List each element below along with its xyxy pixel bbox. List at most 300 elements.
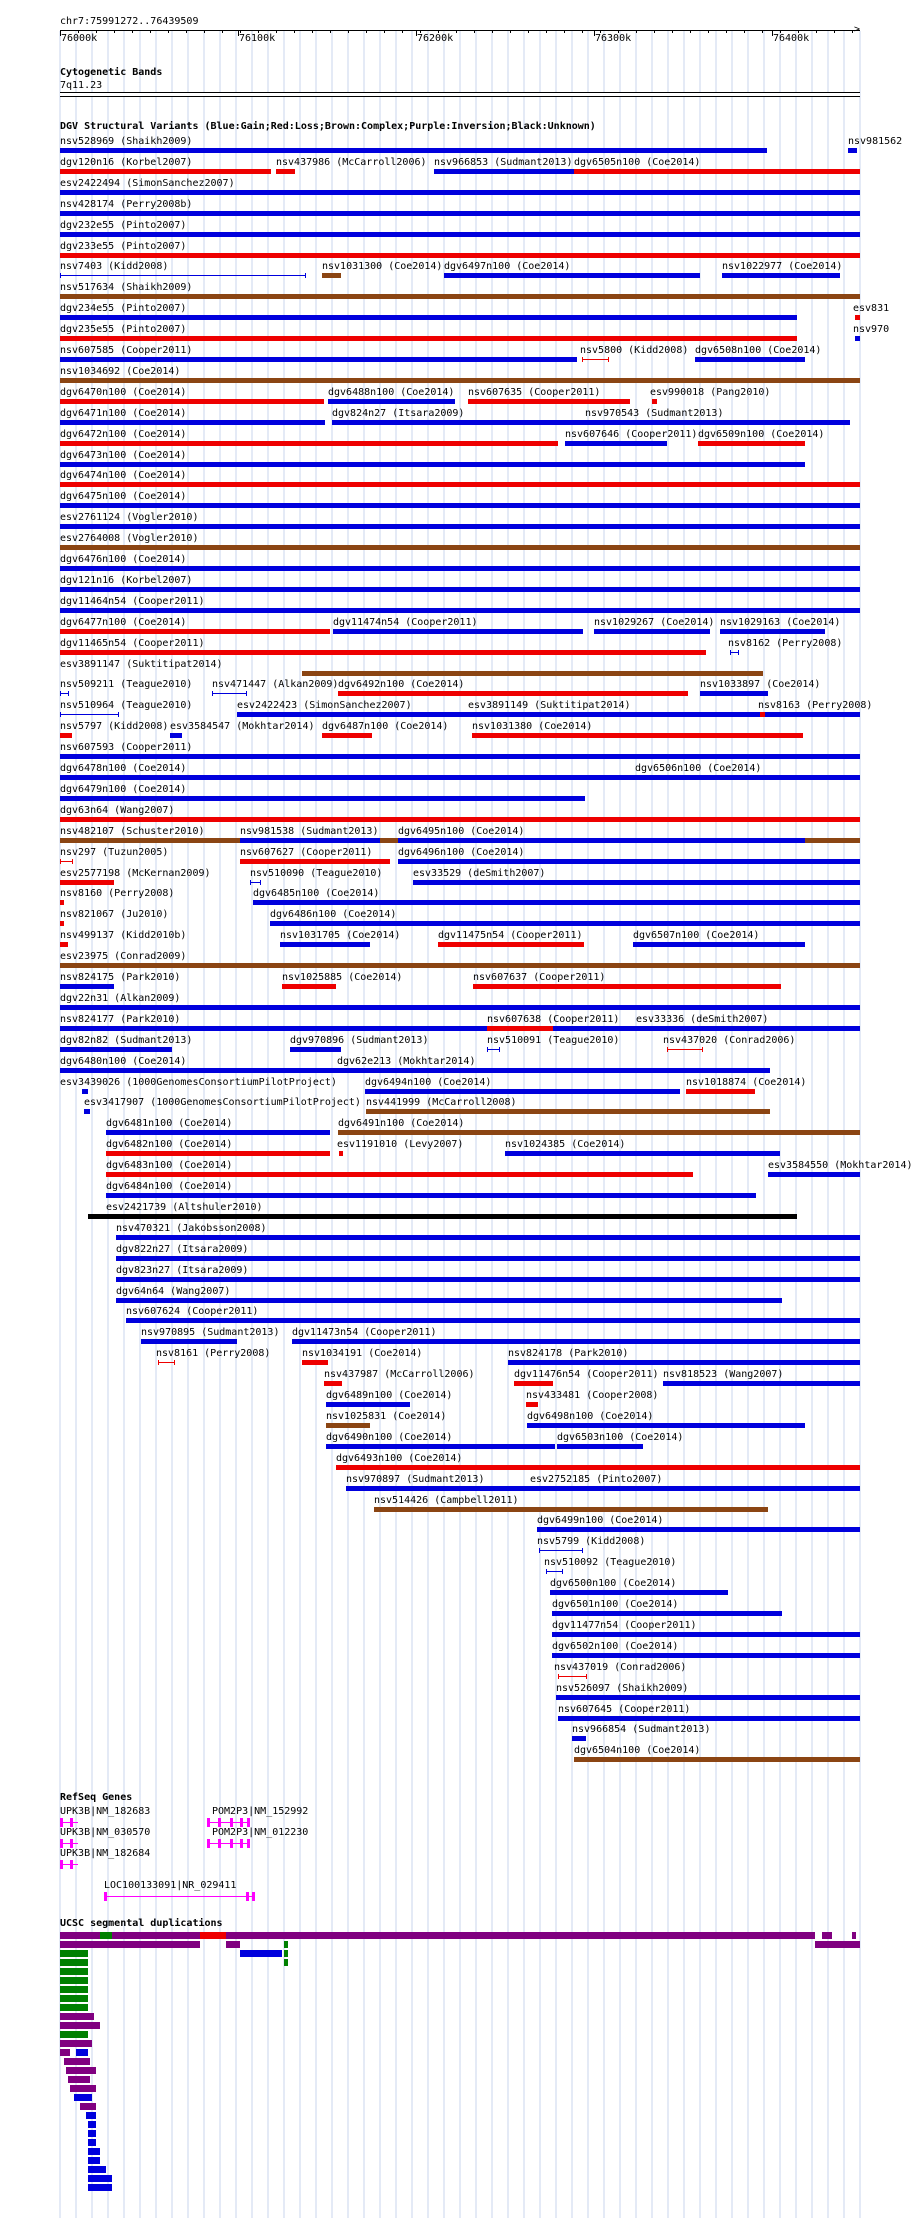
variant-bar[interactable] bbox=[487, 1049, 499, 1050]
variant-label[interactable]: dgv120n16 (Korbel2007) bbox=[60, 156, 193, 168]
variant-label[interactable]: dgv6492n100 (Coe2014) bbox=[338, 679, 465, 691]
gene-label[interactable]: POM2P3|NM_152992 bbox=[212, 1806, 309, 1817]
variant-label[interactable]: nsv471447 (Alkan2009) bbox=[212, 679, 339, 691]
variant-label[interactable]: nsv517634 (Shaikh2009) bbox=[60, 282, 193, 294]
variant-bar[interactable] bbox=[346, 1486, 530, 1491]
variant-label[interactable]: dgv232e55 (Pinto2007) bbox=[60, 219, 187, 231]
variant-label[interactable]: dgv11473n54 (Cooper2011) bbox=[292, 1327, 437, 1339]
gene-exon[interactable] bbox=[207, 1839, 210, 1848]
variant-bar[interactable] bbox=[292, 1339, 860, 1344]
variant-bar[interactable] bbox=[338, 691, 688, 696]
variant-bar[interactable] bbox=[434, 169, 575, 174]
variant-label[interactable]: dgv6508n100 (Coe2014) bbox=[695, 345, 822, 356]
variant-bar[interactable] bbox=[280, 942, 370, 947]
variant-bar[interactable] bbox=[322, 273, 341, 278]
variant-bar[interactable] bbox=[636, 1026, 767, 1031]
variant-label[interactable]: nsv5797 (Kidd2008) bbox=[60, 721, 169, 733]
variant-label[interactable]: nsv510092 (Teague2010) bbox=[544, 1557, 677, 1569]
gene-label[interactable]: UPK3B|NM_030570 bbox=[60, 1827, 151, 1838]
variant-label[interactable]: dgv6470n100 (Coe2014) bbox=[60, 386, 187, 398]
variant-label[interactable]: nsv8161 (Perry2008) bbox=[156, 1348, 271, 1360]
variant-bar[interactable] bbox=[326, 1444, 555, 1449]
gene-exon[interactable] bbox=[70, 1860, 73, 1869]
variant-bar[interactable] bbox=[855, 336, 860, 341]
segdup-bar[interactable] bbox=[68, 2076, 90, 2083]
variant-bar[interactable] bbox=[60, 357, 577, 362]
variant-label[interactable]: nsv607624 (Cooper2011) bbox=[126, 1306, 259, 1318]
variant-label[interactable]: esv23975 (Conrad2009) bbox=[60, 951, 187, 963]
variant-bar[interactable] bbox=[60, 148, 767, 153]
variant-bar[interactable] bbox=[60, 1005, 860, 1010]
variant-bar[interactable] bbox=[60, 232, 860, 237]
gene-exon[interactable] bbox=[230, 1818, 233, 1827]
variant-bar[interactable] bbox=[276, 169, 295, 174]
variant-label[interactable]: dgv6480n100 (Coe2014) bbox=[60, 1055, 187, 1067]
variant-label[interactable]: esv3417907 (1000GenomesConsortiumPilotProject) bbox=[84, 1097, 361, 1109]
segdup-bar[interactable] bbox=[60, 1968, 88, 1975]
variant-label[interactable]: dgv6493n100 (Coe2014) bbox=[336, 1452, 463, 1464]
segdup-bar[interactable] bbox=[64, 2058, 90, 2065]
variant-bar[interactable] bbox=[106, 1193, 756, 1198]
variant-label[interactable]: dgv6500n100 (Coe2014) bbox=[550, 1578, 677, 1590]
variant-bar[interactable] bbox=[212, 693, 246, 694]
segdup-bar[interactable] bbox=[88, 2184, 112, 2191]
variant-label[interactable]: esv831 bbox=[853, 303, 890, 315]
variant-label[interactable]: dgv6472n100 (Coe2014) bbox=[60, 428, 187, 440]
segdup-bar[interactable] bbox=[60, 1959, 88, 1966]
variant-label[interactable]: dgv6498n100 (Coe2014) bbox=[527, 1410, 654, 1422]
variant-bar[interactable] bbox=[565, 441, 667, 446]
gene-label[interactable]: UPK3B|NM_182683 bbox=[60, 1806, 151, 1817]
variant-label[interactable]: dgv6497n100 (Coe2014) bbox=[444, 261, 571, 273]
variant-bar[interactable] bbox=[60, 693, 68, 694]
variant-label[interactable]: esv3891149 (Suktitipat2014) bbox=[468, 700, 631, 712]
segdup-bar[interactable] bbox=[60, 1995, 88, 2002]
segdup-bar[interactable] bbox=[852, 1932, 856, 1939]
variant-bar[interactable] bbox=[582, 359, 608, 360]
variant-label[interactable]: dgv6494n100 (Coe2014) bbox=[365, 1076, 492, 1088]
dgv-track-title[interactable]: DGV Structural Variants (Blue:Gain;Red:Loss;Brown:Complex;Purple:Inversion;Black:Unknown) bbox=[60, 121, 596, 132]
variant-bar[interactable] bbox=[158, 1362, 174, 1363]
variant-label[interactable]: nsv1018874 (Coe2014) bbox=[686, 1076, 807, 1088]
segdup-bar[interactable] bbox=[60, 2031, 88, 2038]
variant-bar[interactable] bbox=[60, 253, 860, 258]
gene-exon[interactable] bbox=[70, 1818, 73, 1827]
variant-bar[interactable] bbox=[60, 378, 860, 383]
variant-bar[interactable] bbox=[240, 838, 380, 843]
variant-bar[interactable] bbox=[552, 1653, 860, 1658]
segdup-bar[interactable] bbox=[60, 2040, 92, 2047]
variant-bar[interactable] bbox=[667, 1049, 702, 1050]
variant-label[interactable]: dgv6491n100 (Coe2014) bbox=[338, 1118, 465, 1130]
variant-label[interactable]: nsv437987 (McCarroll2006) bbox=[324, 1369, 475, 1381]
segdup-bar[interactable] bbox=[60, 1950, 88, 1957]
variant-bar[interactable] bbox=[60, 566, 860, 571]
variant-bar[interactable] bbox=[594, 629, 710, 634]
variant-bar[interactable] bbox=[473, 984, 781, 989]
variant-bar[interactable] bbox=[60, 714, 118, 715]
variant-label[interactable]: nsv607593 (Cooper2011) bbox=[60, 742, 193, 754]
variant-label[interactable]: esv1191010 (Levy2007) bbox=[337, 1139, 464, 1151]
variant-bar[interactable] bbox=[333, 629, 583, 634]
variant-bar[interactable] bbox=[398, 859, 860, 864]
variant-label[interactable]: dgv11477n54 (Cooper2011) bbox=[552, 1619, 697, 1631]
segdup-bar[interactable] bbox=[88, 2130, 96, 2137]
variant-bar[interactable] bbox=[60, 629, 330, 634]
variant-bar[interactable] bbox=[60, 420, 325, 425]
variant-bar[interactable] bbox=[438, 942, 584, 947]
variant-label[interactable]: esv990018 (Pang2010) bbox=[650, 386, 771, 398]
variant-label[interactable]: dgv11476n54 (Cooper2011) bbox=[514, 1369, 659, 1381]
variant-bar[interactable] bbox=[60, 861, 72, 862]
variant-bar[interactable] bbox=[270, 921, 860, 926]
variant-label[interactable]: dgv6483n100 (Coe2014) bbox=[106, 1160, 233, 1172]
variant-label[interactable]: nsv1022977 (Coe2014) bbox=[722, 261, 843, 273]
variant-label[interactable]: esv2577198 (McKernan2009) bbox=[60, 867, 211, 879]
gene-exon[interactable] bbox=[60, 1860, 63, 1869]
variant-bar[interactable] bbox=[413, 880, 860, 885]
variant-bar[interactable] bbox=[170, 733, 182, 738]
variant-label[interactable]: esv3439026 (1000GenomesConsortiumPilotProject) bbox=[60, 1076, 337, 1088]
variant-bar[interactable] bbox=[60, 275, 305, 276]
variant-bar[interactable] bbox=[60, 336, 797, 341]
variant-bar[interactable] bbox=[60, 963, 860, 968]
gene-exon[interactable] bbox=[247, 1839, 250, 1848]
variant-bar[interactable] bbox=[60, 817, 860, 822]
variant-label[interactable]: nsv981538 (Sudmant2013) bbox=[240, 825, 379, 837]
variant-bar[interactable] bbox=[116, 1235, 860, 1240]
variant-bar[interactable] bbox=[339, 1151, 343, 1156]
gene-label[interactable]: LOC100133091|NR_029411 bbox=[104, 1880, 237, 1891]
variant-label[interactable]: nsv1031300 (Coe2014) bbox=[322, 261, 443, 273]
gene-exon[interactable] bbox=[60, 1818, 63, 1827]
variant-bar[interactable] bbox=[337, 1068, 475, 1073]
variant-label[interactable]: nsv970897 (Sudmant2013) bbox=[346, 1473, 485, 1485]
variant-label[interactable]: dgv6488n100 (Coe2014) bbox=[328, 386, 455, 398]
variant-label[interactable]: nsv509211 (Teague2010) bbox=[60, 679, 193, 691]
variant-bar[interactable] bbox=[550, 1590, 728, 1595]
variant-label[interactable]: dgv11475n54 (Cooper2011) bbox=[438, 930, 583, 942]
variant-bar[interactable] bbox=[487, 1026, 553, 1031]
variant-label[interactable]: nsv437020 (Conrad2006) bbox=[663, 1034, 796, 1046]
variant-label[interactable]: dgv6477n100 (Coe2014) bbox=[60, 616, 187, 628]
variant-bar[interactable] bbox=[60, 169, 271, 174]
variant-bar[interactable] bbox=[60, 545, 860, 550]
variant-bar[interactable] bbox=[698, 441, 805, 446]
variant-label[interactable]: nsv437019 (Conrad2006) bbox=[554, 1661, 687, 1673]
variant-label[interactable]: nsv528969 (Shaikh2009) bbox=[60, 136, 193, 147]
variant-label[interactable]: esv33336 (deSmith2007) bbox=[636, 1013, 769, 1025]
variant-label[interactable]: nsv1034692 (Coe2014) bbox=[60, 365, 181, 377]
segdup-bar[interactable] bbox=[282, 1932, 815, 1939]
variant-bar[interactable] bbox=[60, 608, 860, 613]
segdup-bar[interactable] bbox=[240, 1950, 282, 1957]
variant-bar[interactable] bbox=[472, 733, 803, 738]
variant-bar[interactable] bbox=[539, 1550, 582, 1551]
variant-label[interactable]: nsv433481 (Cooper2008) bbox=[526, 1390, 659, 1401]
variant-bar[interactable] bbox=[572, 1736, 586, 1741]
variant-label[interactable]: esv2422494 (SimonSanchez2007) bbox=[60, 177, 235, 189]
segdup-bar[interactable] bbox=[88, 2148, 100, 2155]
segdup-bar[interactable] bbox=[60, 2004, 88, 2011]
variant-label[interactable]: nsv1025885 (Coe2014) bbox=[282, 972, 403, 983]
segdup-bar[interactable] bbox=[80, 2103, 96, 2110]
segdup-bar[interactable] bbox=[60, 1977, 88, 1984]
variant-bar[interactable] bbox=[116, 1277, 860, 1282]
variant-bar[interactable] bbox=[116, 1256, 860, 1261]
variant-label[interactable]: nsv1024385 (Coe2014) bbox=[505, 1139, 626, 1151]
variant-label[interactable]: dgv6503n100 (Coe2014) bbox=[557, 1431, 684, 1443]
variant-label[interactable]: nsv607585 (Cooper2011) bbox=[60, 345, 193, 356]
variant-label[interactable]: dgv235e55 (Pinto2007) bbox=[60, 324, 187, 336]
variant-bar[interactable] bbox=[848, 148, 857, 153]
variant-label[interactable]: nsv970 bbox=[853, 324, 890, 336]
variant-bar[interactable] bbox=[302, 671, 763, 676]
variant-label[interactable]: dgv6485n100 (Coe2014) bbox=[253, 888, 380, 900]
gene-exon[interactable] bbox=[252, 1892, 255, 1901]
gene-exon[interactable] bbox=[246, 1892, 249, 1901]
variant-bar[interactable] bbox=[82, 1089, 88, 1094]
variant-bar[interactable] bbox=[557, 1444, 643, 1449]
segdup-bar[interactable] bbox=[88, 2121, 96, 2128]
variant-bar[interactable] bbox=[552, 1611, 782, 1616]
variant-label[interactable]: dgv121n16 (Korbel2007) bbox=[60, 574, 193, 586]
variant-label[interactable]: nsv607645 (Cooper2011) bbox=[558, 1703, 691, 1715]
variant-bar[interactable] bbox=[366, 1109, 770, 1114]
variant-label[interactable]: dgv6471n100 (Coe2014) bbox=[60, 407, 187, 419]
variant-label[interactable]: dgv6506n100 (Coe2014) bbox=[635, 763, 762, 774]
gene-label[interactable]: POM2P3|NM_012230 bbox=[212, 1827, 309, 1838]
gene-exon[interactable] bbox=[247, 1818, 250, 1827]
variant-label[interactable]: dgv6475n100 (Coe2014) bbox=[60, 491, 187, 503]
variant-bar[interactable] bbox=[60, 796, 585, 801]
cyto-track-title[interactable]: Cytogenetic Bands bbox=[60, 67, 163, 78]
variant-label[interactable]: dgv6501n100 (Coe2014) bbox=[552, 1599, 679, 1610]
variant-bar[interactable] bbox=[60, 984, 114, 989]
variant-bar[interactable] bbox=[374, 1507, 768, 1512]
variant-label[interactable]: nsv966854 (Sudmant2013) bbox=[572, 1724, 711, 1736]
variant-label[interactable]: dgv6499n100 (Coe2014) bbox=[537, 1515, 664, 1527]
segdup-bar[interactable] bbox=[284, 1950, 288, 1957]
variant-bar[interactable] bbox=[60, 1047, 172, 1052]
variant-label[interactable]: nsv1029267 (Coe2014) bbox=[594, 616, 715, 628]
segdup-bar[interactable] bbox=[100, 1932, 112, 1939]
variant-bar[interactable] bbox=[60, 942, 68, 947]
segdup-bar[interactable] bbox=[112, 1932, 200, 1939]
variant-bar[interactable] bbox=[328, 399, 455, 404]
variant-label[interactable]: dgv6481n100 (Coe2014) bbox=[106, 1118, 233, 1130]
variant-label[interactable]: nsv499137 (Kidd2010b) bbox=[60, 930, 187, 942]
segdup-bar[interactable] bbox=[60, 1941, 112, 1948]
segdup-bar[interactable] bbox=[60, 1932, 100, 1939]
variant-label[interactable]: nsv824177 (Park2010) bbox=[60, 1013, 181, 1025]
variant-label[interactable]: dgv6489n100 (Coe2014) bbox=[326, 1390, 453, 1401]
variant-label[interactable]: dgv6484n100 (Coe2014) bbox=[106, 1181, 233, 1192]
variant-bar[interactable] bbox=[106, 1130, 330, 1135]
variant-label[interactable]: dgv6474n100 (Coe2014) bbox=[60, 470, 187, 482]
variant-bar[interactable] bbox=[552, 1632, 860, 1637]
variant-bar[interactable] bbox=[700, 691, 768, 696]
variant-label[interactable]: dgv62e213 (Mokhtar2014) bbox=[337, 1055, 476, 1067]
variant-label[interactable]: dgv824n27 (Itsara2009) bbox=[332, 407, 465, 419]
variant-bar[interactable] bbox=[253, 900, 860, 905]
variant-bar[interactable] bbox=[60, 190, 860, 195]
segdup-bar[interactable] bbox=[74, 2094, 92, 2101]
variant-bar[interactable] bbox=[574, 169, 860, 174]
variant-bar[interactable] bbox=[556, 1695, 860, 1700]
variant-bar[interactable] bbox=[240, 859, 390, 864]
variant-bar[interactable] bbox=[855, 315, 860, 320]
variant-bar[interactable] bbox=[60, 462, 805, 467]
variant-bar[interactable] bbox=[444, 273, 700, 278]
segdup-bar[interactable] bbox=[60, 2013, 94, 2020]
variant-bar[interactable] bbox=[468, 399, 630, 404]
variant-label[interactable]: dgv6509n100 (Coe2014) bbox=[698, 428, 825, 440]
variant-label[interactable]: nsv510090 (Teague2010) bbox=[250, 867, 383, 879]
variant-label[interactable]: dgv6496n100 (Coe2014) bbox=[398, 846, 525, 858]
refseq-track-title[interactable]: RefSeq Genes bbox=[60, 1792, 133, 1803]
gene-exon[interactable] bbox=[218, 1818, 221, 1827]
variant-label[interactable]: nsv981562 bbox=[848, 136, 903, 147]
segdup-bar[interactable] bbox=[88, 2175, 112, 2182]
segdup-bar[interactable] bbox=[284, 1941, 288, 1948]
variant-bar[interactable] bbox=[326, 1423, 370, 1428]
variant-label[interactable]: dgv970896 (Sudmant2013) bbox=[290, 1034, 429, 1046]
variant-label[interactable]: nsv821067 (Ju2010) bbox=[60, 909, 169, 921]
gene-exon[interactable] bbox=[240, 1818, 243, 1827]
gene-label[interactable]: UPK3B|NM_182684 bbox=[60, 1848, 151, 1859]
variant-label[interactable]: dgv6487n100 (Coe2014) bbox=[322, 721, 449, 733]
gene-exon[interactable] bbox=[218, 1839, 221, 1848]
variant-label[interactable]: nsv514426 (Campbell2011) bbox=[374, 1494, 519, 1506]
variant-label[interactable]: dgv6505n100 (Coe2014) bbox=[574, 156, 701, 168]
variant-bar[interactable] bbox=[336, 1465, 860, 1470]
segdup-bar[interactable] bbox=[822, 1932, 832, 1939]
variant-bar[interactable] bbox=[60, 294, 860, 299]
variant-label[interactable]: esv3584547 (Mokhtar2014) bbox=[170, 721, 315, 733]
variant-label[interactable]: dgv6486n100 (Coe2014) bbox=[270, 909, 397, 921]
variant-label[interactable]: dgv6482n100 (Coe2014) bbox=[106, 1139, 233, 1151]
variant-bar[interactable] bbox=[398, 838, 805, 843]
variant-bar[interactable] bbox=[558, 1716, 860, 1721]
cyto-band[interactable] bbox=[60, 92, 860, 97]
variant-label[interactable]: nsv607638 (Cooper2011) bbox=[487, 1013, 620, 1025]
variant-bar[interactable] bbox=[60, 211, 860, 216]
variant-label[interactable]: dgv6478n100 (Coe2014) bbox=[60, 763, 187, 774]
variant-label[interactable]: nsv1029163 (Coe2014) bbox=[720, 616, 841, 628]
segdup-bar[interactable] bbox=[88, 2157, 100, 2164]
segdup-bar[interactable] bbox=[815, 1941, 860, 1948]
segdup-bar[interactable] bbox=[88, 2139, 96, 2146]
variant-label[interactable]: nsv428174 (Perry2008b) bbox=[60, 198, 193, 210]
variant-label[interactable]: nsv441999 (McCarroll2008) bbox=[366, 1097, 517, 1109]
gene-exon[interactable] bbox=[230, 1839, 233, 1848]
segdup-bar[interactable] bbox=[112, 1941, 200, 1948]
variant-bar[interactable] bbox=[116, 1298, 782, 1303]
segdup-bar[interactable] bbox=[88, 2166, 106, 2173]
variant-bar[interactable] bbox=[652, 399, 657, 404]
variant-label[interactable]: esv2761124 (Vogler2010) bbox=[60, 512, 199, 524]
variant-bar[interactable] bbox=[106, 1172, 693, 1177]
variant-label[interactable]: nsv297 (Tuzun2005) bbox=[60, 846, 169, 858]
variant-bar[interactable] bbox=[302, 1360, 328, 1365]
variant-label[interactable]: nsv1031380 (Coe2014) bbox=[472, 721, 593, 733]
variant-bar[interactable] bbox=[527, 1423, 805, 1428]
variant-bar[interactable] bbox=[60, 587, 860, 592]
variant-bar[interactable] bbox=[324, 1381, 342, 1386]
variant-bar[interactable] bbox=[88, 1214, 797, 1219]
variant-bar[interactable] bbox=[322, 733, 372, 738]
variant-label[interactable]: nsv607637 (Cooper2011) bbox=[473, 972, 606, 983]
variant-label[interactable]: esv2752185 (Pinto2007) bbox=[530, 1473, 663, 1485]
variant-bar[interactable] bbox=[60, 441, 558, 446]
variant-bar[interactable] bbox=[574, 1757, 860, 1762]
variant-label[interactable]: dgv6502n100 (Coe2014) bbox=[552, 1640, 679, 1652]
variant-label[interactable]: dgv6504n100 (Coe2014) bbox=[574, 1745, 701, 1757]
variant-bar[interactable] bbox=[722, 273, 840, 278]
variant-label[interactable]: esv2422423 (SimonSanchez2007) bbox=[237, 700, 412, 712]
variant-label[interactable]: nsv824178 (Park2010) bbox=[508, 1348, 629, 1360]
variant-label[interactable]: dgv11474n54 (Cooper2011) bbox=[333, 616, 478, 628]
variant-bar[interactable] bbox=[537, 1527, 860, 1532]
segdup-bar[interactable] bbox=[70, 2085, 96, 2092]
variant-bar[interactable] bbox=[60, 503, 860, 508]
variant-bar[interactable] bbox=[290, 1047, 341, 1052]
gene-exon[interactable] bbox=[60, 1839, 63, 1848]
variant-bar[interactable] bbox=[60, 754, 860, 759]
variant-label[interactable]: nsv510964 (Teague2010) bbox=[60, 700, 193, 712]
gene-exon[interactable] bbox=[207, 1818, 210, 1827]
variant-bar[interactable] bbox=[60, 900, 64, 905]
gene-exon[interactable] bbox=[70, 1839, 73, 1848]
segdup-bar[interactable] bbox=[226, 1941, 240, 1948]
variant-bar[interactable] bbox=[468, 712, 724, 717]
variant-label[interactable]: dgv6507n100 (Coe2014) bbox=[633, 930, 760, 942]
variant-label[interactable]: nsv1033897 (Coe2014) bbox=[700, 679, 821, 691]
variant-bar[interactable] bbox=[60, 482, 860, 487]
variant-label[interactable]: dgv82n82 (Sudmant2013) bbox=[60, 1034, 193, 1046]
variant-bar[interactable] bbox=[526, 1402, 538, 1407]
variant-bar[interactable] bbox=[250, 882, 260, 883]
variant-label[interactable]: dgv63n64 (Wang2007) bbox=[60, 804, 175, 816]
variant-label[interactable]: esv3891147 (Suktitipat2014) bbox=[60, 658, 223, 670]
variant-label[interactable]: dgv22n31 (Alkan2009) bbox=[60, 992, 181, 1004]
variant-bar[interactable] bbox=[686, 1089, 755, 1094]
variant-bar[interactable] bbox=[332, 420, 850, 425]
variant-label[interactable]: nsv8160 (Perry2008) bbox=[60, 888, 175, 900]
variant-bar[interactable] bbox=[106, 1151, 330, 1156]
segdup-track-title[interactable]: UCSC segmental duplications bbox=[60, 1918, 223, 1929]
variant-bar[interactable] bbox=[514, 1381, 553, 1386]
variant-bar[interactable] bbox=[60, 733, 72, 738]
variant-label[interactable]: esv33529 (deSmith2007) bbox=[413, 867, 546, 879]
variant-label[interactable]: nsv526097 (Shaikh2009) bbox=[556, 1682, 689, 1694]
gene-intron[interactable] bbox=[104, 1896, 252, 1897]
variant-bar[interactable] bbox=[505, 1151, 780, 1156]
variant-bar[interactable] bbox=[633, 942, 805, 947]
segdup-bar[interactable] bbox=[66, 2067, 96, 2074]
variant-label[interactable]: nsv970543 (Sudmant2013) bbox=[585, 407, 724, 419]
variant-label[interactable]: nsv5800 (Kidd2008) bbox=[580, 345, 689, 356]
variant-bar[interactable] bbox=[60, 524, 860, 529]
variant-bar[interactable] bbox=[365, 1089, 680, 1094]
variant-bar[interactable] bbox=[60, 921, 64, 926]
segdup-bar[interactable] bbox=[226, 1932, 282, 1939]
variant-bar[interactable] bbox=[60, 315, 797, 320]
variant-label[interactable]: nsv482107 (Schuster2010) bbox=[60, 825, 205, 837]
variant-label[interactable]: dgv6479n100 (Coe2014) bbox=[60, 783, 187, 795]
variant-label[interactable]: dgv6495n100 (Coe2014) bbox=[398, 825, 525, 837]
